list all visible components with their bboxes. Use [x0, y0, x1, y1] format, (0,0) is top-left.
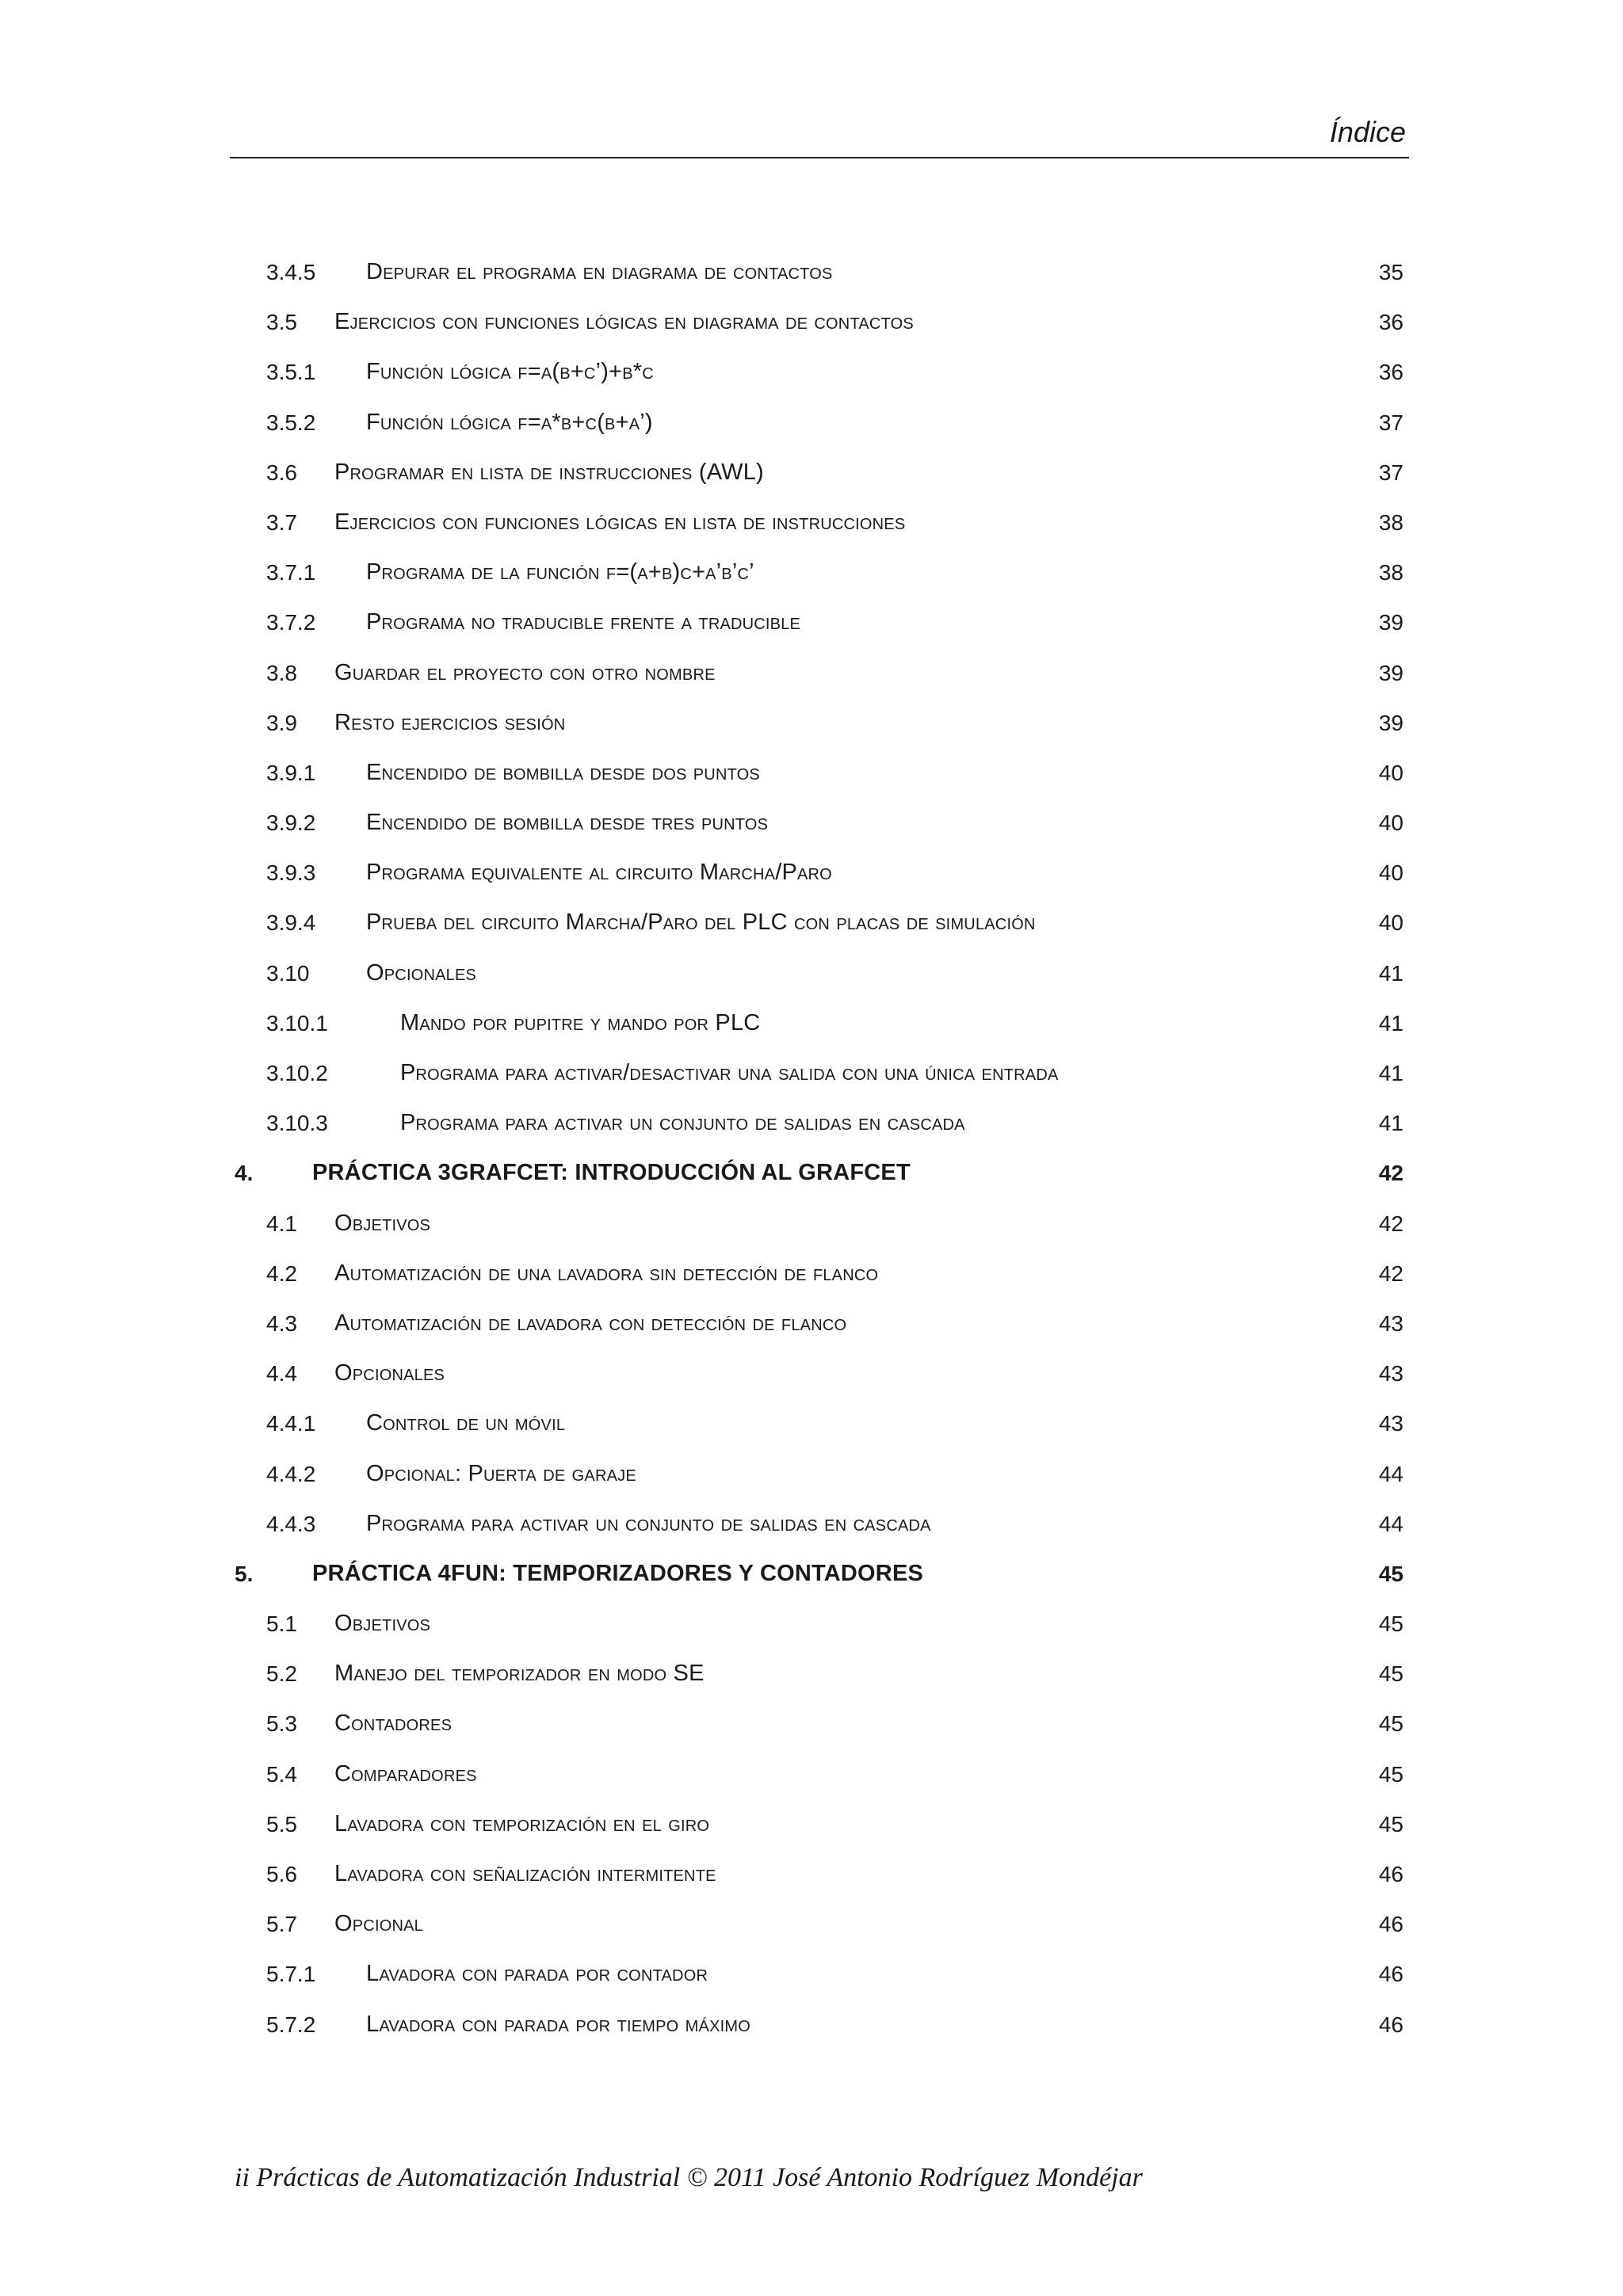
toc-entry-page: 45 [1378, 1661, 1403, 1687]
toc-entry-number: 4.4.2 [266, 1461, 316, 1486]
toc-entry-number: 5.7.1 [266, 1962, 316, 1987]
toc-entry-number: 5.1 [266, 1611, 297, 1637]
toc-entry-title: Contadores [334, 1711, 453, 1737]
toc-entry-number: 4.4.1 [266, 1411, 316, 1436]
toc-entry-title: Guardar el proyecto con otro nombre [334, 659, 716, 685]
toc-entry-title: Prueba del circuito Marcha/Paro del PLC con placas de simulación [366, 910, 1036, 936]
toc-entry[interactable] [0, 848, 1623, 898]
toc-entry-title: Programa para activar/desactivar una salida con una única entrada [400, 1060, 1059, 1085]
toc-entry-page: 46 [1378, 1962, 1403, 1987]
toc-entry-page: 45 [1378, 1711, 1403, 1737]
toc-entry[interactable] [0, 247, 1623, 297]
toc-entry[interactable] [0, 2000, 1623, 2050]
toc-entry-page: 36 [1378, 310, 1403, 335]
toc-entry-number: 3.9 [266, 710, 297, 735]
toc-entry-title: Automatización de una lavadora sin detección de flanco [334, 1260, 879, 1286]
toc-entry[interactable] [0, 1348, 1623, 1398]
toc-entry-number: 3.5.1 [266, 360, 316, 385]
toc-entry-number: 3.9.4 [266, 910, 316, 936]
page-header [230, 111, 1409, 158]
toc-entry-page: 43 [1378, 1310, 1403, 1336]
toc-entry-page: 45 [1378, 1811, 1403, 1836]
toc-entry-title: Encendido de bombilla desde dos puntos [366, 759, 760, 785]
toc-entry-number: 3.8 [266, 660, 297, 685]
toc-entry-title: Automatización de lavadora con detección de flanco [334, 1310, 847, 1336]
toc-entry-page: 45 [1378, 1611, 1403, 1637]
toc-entry[interactable] [0, 648, 1623, 698]
toc-entry-page: 39 [1378, 660, 1403, 685]
toc-entry[interactable] [0, 998, 1623, 1048]
toc-entry-title: Manejo del temporizador en modo SE [334, 1661, 705, 1687]
toc-entry[interactable] [0, 1749, 1623, 1799]
toc-entry-page: 36 [1378, 360, 1403, 385]
toc-entry[interactable] [0, 1299, 1623, 1348]
toc-entry-number: 3.5 [266, 310, 297, 335]
toc-entry-page: 37 [1378, 410, 1403, 435]
toc-entry-page: 42 [1378, 1211, 1403, 1236]
header-title: Índice [1329, 116, 1406, 148]
toc-entry[interactable] [0, 948, 1623, 998]
toc-entry-title: Programar en lista de instrucciones (AWL) [334, 459, 764, 485]
toc-entry-title: Comparadores [334, 1760, 477, 1787]
toc-entry-number: 3.5.2 [266, 410, 316, 435]
toc-entry-number: 3.9.3 [266, 860, 316, 886]
toc-entry-page: 41 [1378, 1111, 1403, 1136]
toc-entry-page: 40 [1378, 810, 1403, 836]
toc-entry-page: 39 [1378, 610, 1403, 635]
toc-entry-title: Programa para activar un conjunto de salidas en cascada [400, 1110, 965, 1136]
toc-entry-title: Programa de la función f=(a+b)c+a’b’c’ [366, 559, 754, 585]
toc-entry-title: Objetivos [334, 1210, 431, 1236]
toc-entry-number: 3.9.1 [266, 760, 316, 785]
toc-entry[interactable] [0, 1799, 1623, 1849]
toc-entry-title: Lavadora con parada por contador [366, 1961, 708, 1987]
toc-entry-number: 5.6 [266, 1862, 297, 1886]
toc-entry-page: 40 [1378, 910, 1403, 936]
toc-entry[interactable] [0, 1899, 1623, 1949]
toc-entry[interactable] [0, 1398, 1623, 1448]
toc-entry-page: 46 [1378, 1862, 1403, 1886]
toc-entry[interactable] [0, 748, 1623, 798]
toc-entry-title: Lavadora con señalización intermitente [334, 1861, 716, 1886]
table-of-contents [0, 247, 1623, 2050]
toc-entry-page: 35 [1378, 260, 1403, 284]
toc-entry-number: 3.10.3 [266, 1111, 328, 1136]
toc-entry-page: 44 [1378, 1461, 1403, 1486]
toc-entry-title: Mando por pupitre y mando por PLC [400, 1009, 761, 1035]
toc-entry-page: 41 [1378, 1061, 1403, 1085]
toc-entry[interactable] [0, 347, 1623, 397]
toc-entry-page: 45 [1378, 1561, 1403, 1586]
toc-entry-number: 3.10.2 [266, 1061, 328, 1085]
toc-entry-page: 44 [1378, 1511, 1403, 1536]
toc-entry-number: 3.7 [266, 509, 297, 535]
toc-entry-title: Lavadora con temporización en el giro [334, 1810, 710, 1836]
toc-entry-title: Función lógica f=a*b+c(b+a’) [366, 409, 653, 435]
toc-entry-title: Programa para activar un conjunto de salidas en cascada [366, 1510, 931, 1536]
toc-entry[interactable] [0, 1499, 1623, 1549]
toc-entry-page: 43 [1378, 1361, 1403, 1386]
toc-entry-number: 3.9.2 [266, 810, 316, 836]
toc-entry-title: Resto ejercicios sesión [334, 709, 566, 735]
toc-entry-page: 41 [1378, 960, 1403, 986]
toc-entry[interactable] [0, 448, 1623, 498]
toc-entry-number: 3.7.1 [266, 560, 316, 585]
toc-entry[interactable] [0, 1249, 1623, 1299]
toc-entry-page: 39 [1378, 710, 1403, 735]
toc-entry[interactable] [0, 1949, 1623, 1999]
toc-entry-title: Control de un móvil [366, 1410, 566, 1436]
toc-entry-number: 3.7.2 [266, 610, 316, 635]
toc-entry-page: 40 [1378, 760, 1403, 785]
toc-entry-page: 45 [1378, 1761, 1403, 1787]
toc-entry-title: PRÁCTICA 4FUN: TEMPORIZADORES Y CONTADORES [312, 1560, 924, 1586]
toc-entry[interactable] [0, 1599, 1623, 1649]
toc-entry-title: Ejercicios con funciones lógicas en diagrama de contactos [334, 309, 914, 335]
toc-entry-page: 42 [1378, 1161, 1403, 1186]
toc-entry-number: 5. [235, 1561, 254, 1586]
toc-entry[interactable] [0, 398, 1623, 448]
toc-entry-number: 4.4 [266, 1361, 297, 1386]
page-footer: ii Prácticas de Automatización Industrial © 2011 José Antonio Rodríguez Mondéjar [235, 2163, 1143, 2192]
toc-entry[interactable] [0, 1048, 1623, 1098]
toc-entry-title: Función lógica f=a(b+c’)+b*c [366, 359, 654, 385]
toc-entry-page: 43 [1378, 1411, 1403, 1436]
toc-entry-title: Objetivos [334, 1611, 431, 1637]
toc-entry-title: Lavadora con parada por tiempo máximo [366, 2011, 750, 2037]
toc-entry-page: 42 [1378, 1261, 1403, 1286]
toc-entry-number: 4.4.3 [266, 1511, 316, 1536]
toc-entry-title: Programa no traducible frente a traducible [366, 609, 801, 635]
toc-entry[interactable] [0, 547, 1623, 597]
toc-entry-title: Opcionales [334, 1360, 445, 1386]
toc-entry[interactable] [0, 498, 1623, 547]
toc-entry-title: PRÁCTICA 3GRAFCET: INTRODUCCIÓN AL GRAFCET [312, 1160, 911, 1186]
toc-entry-number: 5.5 [266, 1811, 297, 1836]
toc-entry[interactable] [0, 1148, 1623, 1198]
toc-entry-page: 40 [1378, 860, 1403, 886]
toc-entry-number: 5.7.2 [266, 2012, 316, 2037]
toc-entry-title: Ejercicios con funciones lógicas en lista de instrucciones [334, 509, 906, 535]
toc-entry[interactable] [0, 1449, 1623, 1499]
toc-entry-number: 3.10 [266, 960, 310, 986]
toc-entry-page: 46 [1378, 1912, 1403, 1937]
toc-entry-page: 46 [1378, 2012, 1403, 2037]
toc-entry[interactable] [0, 1199, 1623, 1249]
toc-entry-page: 38 [1378, 509, 1403, 535]
toc-entry-title: Opcionales [366, 959, 477, 986]
toc-entry[interactable] [0, 297, 1623, 347]
toc-entry-number: 5.7 [266, 1912, 297, 1937]
toc-entry[interactable] [0, 597, 1623, 647]
toc-entry[interactable] [0, 698, 1623, 748]
toc-entry-page: 41 [1378, 1010, 1403, 1035]
toc-entry-number: 4.3 [266, 1310, 297, 1336]
toc-entry[interactable] [0, 1849, 1623, 1899]
toc-entry-title: Opcional [334, 1911, 423, 1937]
toc-entry-title: Encendido de bombilla desde tres puntos [366, 810, 769, 836]
toc-entry-number: 4. [235, 1161, 254, 1186]
toc-entry[interactable] [0, 1549, 1623, 1599]
toc-entry[interactable] [0, 1699, 1623, 1749]
toc-entry[interactable] [0, 798, 1623, 848]
toc-entry[interactable] [0, 1649, 1623, 1699]
toc-entry-number: 4.2 [266, 1261, 297, 1286]
toc-entry[interactable] [0, 1098, 1623, 1148]
toc-entry-page: 37 [1378, 460, 1403, 485]
toc-entry-number: 5.4 [266, 1761, 297, 1787]
toc-entry-title: Programa equivalente al circuito Marcha/Paro [366, 860, 832, 886]
toc-entry-page: 38 [1378, 560, 1403, 585]
toc-entry-number: 3.4.5 [266, 260, 316, 284]
toc-entry[interactable] [0, 898, 1623, 948]
toc-entry-title: Depurar el programa en diagrama de contactos [366, 259, 833, 284]
toc-entry-title: Opcional: Puerta de garaje [366, 1460, 636, 1486]
toc-entry-number: 5.2 [266, 1661, 297, 1687]
toc-entry-number: 3.6 [266, 460, 297, 485]
toc-entry-number: 5.3 [266, 1711, 297, 1737]
toc-entry-number: 3.10.1 [266, 1010, 328, 1035]
toc-entry-number: 4.1 [266, 1211, 297, 1236]
